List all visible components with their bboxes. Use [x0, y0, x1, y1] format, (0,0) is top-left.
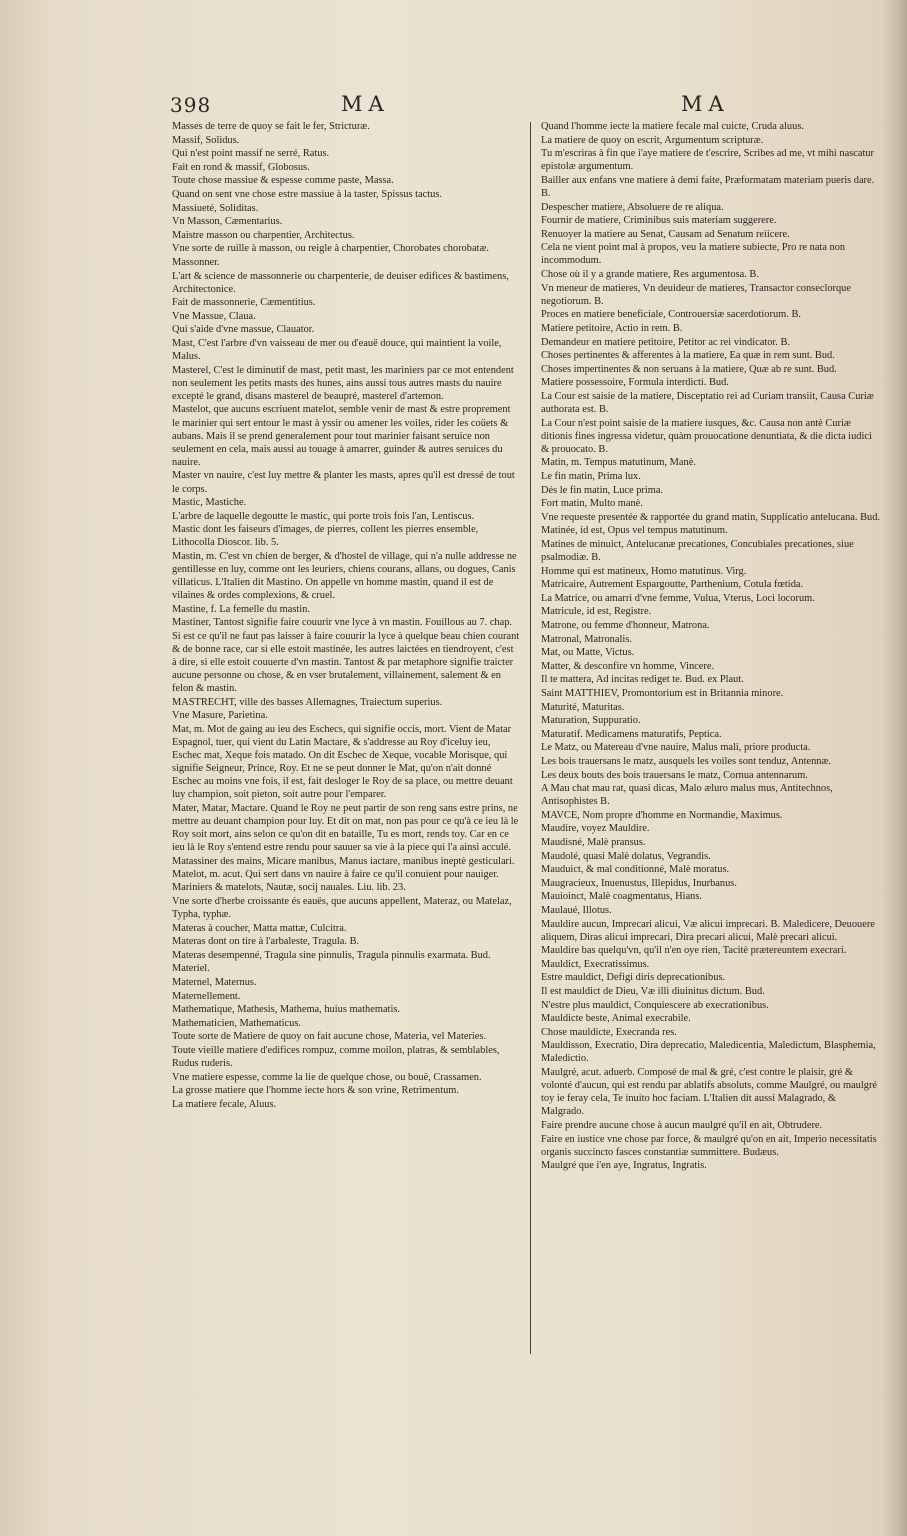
dictionary-entry: Maternellement. — [172, 990, 241, 1002]
dictionary-entry: Despescher matiere, Absoluere de re aliqua. — [541, 201, 724, 213]
dictionary-entry: Maturité, Maturitas. — [541, 701, 625, 713]
dictionary-entry: Masterel, C'est le diminutif de mast, petit mast, les mariniers par ce mot entendent non seulement les petits masts des hunes, ains aussi tous autres masts du nauire excepté le grand, disans masterel de beaupré, masterel d'artemon. — [172, 364, 517, 402]
dictionary-entry: N'estre plus mauldict, Conquiescere ab execrationibus. — [541, 999, 769, 1011]
dictionary-entry: Maugracieux, Inuenustus, Illepidus, Inurbanus. — [541, 877, 737, 889]
dictionary-entry: La Cour n'est point saisie de la matiere iusques, &c. Causa non antè Curiæ ditionis fines ingressa videtur, quàm prouocatione denuntiata, & die dicta iudici & prouocato. B. — [541, 417, 875, 455]
dictionary-entry: Mater, Matar, Mactare. Quand le Roy ne peut partir de son reng sans estre prins, ne mettre au deuant champion pour luy. Et dit on mat, non pas pour ce qu'à ce ieu là le Roy soit mort, ains selon ce qu'on dit en bataille, Tu es mort, rends toy. Car en ce ieu là le Roy s'entend estre rendu pour sauuer sa vie à la piece qui l'a ainsi acculé. — [172, 802, 521, 854]
dictionary-entry: Toute sorte de Matiere de quoy on fait aucune chose, Materia, vel Materies. — [172, 1031, 487, 1043]
dictionary-entry: Matines de minuict, Antelucanæ precationes, Concubiales precationes, siue psalmodiæ. B. — [541, 538, 857, 563]
dictionary-entry: Maturatif. Medicamens maturatifs, Peptica. — [541, 728, 722, 740]
dictionary-entry: Maulgré que i'en aye, Ingratus, Ingratis. — [541, 1160, 707, 1172]
dictionary-entry: Chose où il y a grande matiere, Res argumentosa. B. — [541, 269, 759, 281]
dictionary-entry: Renuoyer la matiere au Senat, Causam ad Senatum reiicere. — [541, 228, 790, 240]
dictionary-entry: Masses de terre de quoy se fait le fer, Stricturæ. — [172, 121, 370, 132]
dictionary-entry: Maudolé, quasi Malè dolatus, Vegrandis. — [541, 850, 711, 862]
dictionary-entry: Proces en matiere beneficiale, Controuersiæ sacerdotiorum. B. — [541, 309, 801, 321]
dictionary-entry: Tu m'escriras à fin que i'aye matiere de t'escrire, Scribes ad me, vt mihi nascatur epistolæ argumentum. — [541, 148, 877, 173]
page-fold-shadow — [881, 0, 907, 1536]
dictionary-entry: Maulaué, Illotus. — [541, 904, 612, 916]
dictionary-entry: Mauldisson, Execratio, Dira deprecatio, Maledicentia, Maledictum, Blasphemia, Maledictio. — [541, 1040, 879, 1065]
dictionary-entry: Mathematique, Mathesis, Mathema, huius mathematis. — [172, 1004, 400, 1016]
dictionary-entry: Choses pertinentes & afferentes à la matiere, Ea quæ in rem sunt. Bud. — [541, 350, 835, 362]
dictionary-entry: Vne Masure, Parietina. — [172, 710, 268, 722]
dictionary-entry: Mauioinct, Malè coagmentatus, Hians. — [541, 891, 703, 903]
dictionary-entry: Fort matin, Multo manè. — [541, 498, 643, 510]
dictionary-entry: Le fin matin, Prima lux. — [541, 470, 641, 482]
dictionary-entry: Matricaire, Autrement Espargoutte, Parthenium, Cotula fœtida. — [541, 579, 804, 591]
dictionary-entry: Maternel, Maternus. — [172, 977, 257, 988]
dictionary-entry: Mastiner, Tantost signifie faire couurir vne lyce à vn mastin. Fouillous au 7. chap. Si est ce qu'il ne faut pas laisser à faire couurir la lyce à quelque beau chien courant & de bonne race, car si elle estoit mastinée, les autres laictées en tiendroyent, c'est à dire, si elle estoit couuerte d'vn mastin. Tantost & par metaphore signifie traicter aucune personne ou chose, & en vser brutalement, villainement, salement & en felon & mastin. — [172, 617, 522, 694]
dictionary-entry: Qui n'est point massif ne serré, Ratus. — [172, 148, 330, 160]
dictionary-entry: Materiel. — [172, 963, 210, 975]
dictionary-entry: Matinée, id est, Opus vel tempus matutinum. — [541, 525, 728, 537]
dictionary-entry: Master vn nauire, c'est luy mettre & planter les masts, apres qu'il est dressé de tout le corps. — [172, 470, 518, 495]
dictionary-entry: Vne requeste presentée & rapportée du grand matin, Supplicatio antelucana. Bud. — [541, 511, 881, 523]
dictionary-entry: Quand l'homme iecte la matiere fecale mal cuicte, Cruda aluus. — [541, 121, 804, 132]
dictionary-entry: Mastin, m. C'est vn chien de berger, & d'hostel de village, qui n'a nulle addresse ne gentillesse en luy, comme ont les leuriers, chiens courans, allans, ou dogues, Canis villaticus. L'Italien dit Mastino. On appelle vn homme mastin, quand il est de vilaines & ordes complexions, & cruel. — [172, 551, 520, 602]
dictionary-entry: La matiere fecale, Aluus. — [172, 1098, 277, 1110]
dictionary-entry: Matassiner des mains, Micare manibus, Manus iactare, manibus ineptè gesticulari. — [172, 855, 515, 867]
dictionary-entry: Mastelot, que aucuns escriuent matelot, semble venir de mast & estre proprement le marinier qui sert entour le mast à yssir ou amener les voiles, rider les coüets & aubans. Mais il se prend generalement pour tout marinier faisant seruice non seulement en cela, mais aussi au touage à amarrer, guinder & autres seruices du nauire. — [172, 404, 514, 468]
dictionary-entry: Vne Massue, Claua. — [172, 310, 256, 322]
dictionary-entry: Maulgré, acut. aduerb. Composé de mal & gré, c'est contre le plaisir, gré & volonté d'aucun, qui est rendu par ablatifs absoluts, comme Maulgré, ou maulgré toy ie feray cela, Te inuito hoc faciam. L'Italien dit aussi Malagrado, & Malgrado. — [541, 1067, 880, 1118]
dictionary-entry: Mauldict, Execratissimus. — [541, 958, 650, 970]
dictionary-entry: Matiere petitoire, Actio in rem. B. — [541, 322, 683, 334]
dictionary-entry: Massiueté, Soliditas. — [172, 202, 259, 214]
dictionary-entry: Matrone, ou femme d'honneur, Matrona. — [541, 619, 710, 631]
dictionary-entry: L'art & science de massonnerie ou charpenterie, de deuiser edifices & bastimens, Architectonice. — [172, 270, 511, 295]
dictionary-entry: Les bois trauersans le matz, ausquels les voiles sont tenduz, Antennæ. — [541, 755, 832, 767]
dictionary-entry: Saint MATTHIEV, Promontorium est in Britannia minore. — [541, 687, 784, 699]
dictionary-entry: Vn Masson, Cæmentarius. — [172, 216, 283, 228]
dictionary-entry: Massonner. — [172, 256, 220, 268]
dictionary-entry: Estre mauldict, Defigi diris deprecationibus. — [541, 972, 726, 984]
dictionary-entry: Matin, m. Tempus matutinum, Manè. — [541, 457, 696, 469]
dictionary-entry: Choses impertinentes & non seruans à la matiere, Quæ ab re sunt. Bud. — [541, 363, 837, 375]
dictionary-entry: La grosse matiere que l'homme iecte hors & son vrine, Retrimentum. — [172, 1085, 459, 1097]
dictionary-entry: Vne matiere espesse, comme la lie de quelque chose, ou bouë, Crassamen. — [172, 1071, 482, 1083]
dictionary-entry: Materas desempenné, Tragula sine pinnulis, Tragula pinnulis exarmata. Bud. — [172, 949, 491, 961]
dictionary-entry: Mastic, Mastiche. — [172, 497, 247, 509]
dictionary-entry: MASTRECHT, ville des basses Allemagnes, Traiectum superius. — [172, 696, 443, 708]
dictionary-entry: Le Matz, ou Matereau d'vne nauire, Malus mali, priore producta. — [541, 742, 811, 754]
column-divider — [530, 122, 531, 1354]
dictionary-entry: Matelot, m. acut. Qui sert dans vn nauire à faire ce qu'il conuient pour nauiger. Mariniers & matelots, Nautæ, socij nauales. Liu. lib. 23. — [172, 869, 502, 894]
dictionary-entry: Il te mattera, Ad incitas rediget te. Bud. ex Plaut. — [541, 674, 744, 686]
dictionary-entry: Faire en iustice vne chose par force, & maulgré qu'on en ait, Imperio necessitatis organis succincto fasces constantiæ summittere. Budæus. — [541, 1133, 880, 1158]
dictionary-entry: Mat, ou Matte, Victus. — [541, 647, 635, 659]
left-column — [172, 120, 520, 1111]
right-running-head: MA — [681, 92, 730, 116]
dictionary-entry: Toute vieille matiere d'edifices rompuz, comme moilon, platras, & semblables, Rudus ruderis. — [172, 1044, 503, 1070]
dictionary-entry: Il est mauldict de Dieu, Væ illi diuinitus dictum. Bud. — [541, 986, 765, 997]
dictionary-entry: Matiere possessoire, Formula interdicti. Bud. — [541, 377, 729, 389]
dictionary-entry: Quand on sent vne chose estre massiue à la taster, Spissus tactus. — [172, 188, 442, 200]
dictionary-entry: Cela ne vient point mal à propos, veu la matiere subiecte, Pro re nata non incommodum. — [541, 242, 848, 267]
dictionary-entry: Mastic dont les faiseurs d'images, de pierres, collent les pierres ensemble, Lithocolla Dioscor. lib. 5. — [172, 524, 481, 549]
dictionary-entry: A Mau chat mau rat, quasi dicas, Malo æluro malus mus, Antitechnos, Antisophistes B. — [541, 783, 835, 808]
dictionary-entry: Les deux bouts des bois trauersans le matz, Cornua antennarum. — [541, 769, 808, 781]
dictionary-entry: Materas à coucher, Matta mattæ, Culcitra. — [172, 922, 347, 934]
page-number: 398 — [170, 93, 212, 117]
dictionary-entry: Qui s'aide d'vne massue, Clauator. — [172, 324, 315, 336]
dictionary-entry: Demandeur en matiere petitoire, Petitor ac rei vindicator. B. — [541, 336, 790, 348]
dictionary-entry: Massif, Solidus. — [172, 134, 240, 146]
dictionary-entry: Mathematicien, Mathematicus. — [172, 1017, 301, 1029]
dictionary-entry: Mat, m. Mot de gaing au ieu des Eschecs, qui signifie occis, mort. Vient de Matar Espagnol, tuer, qui vient du Latin Mactare, & s'addresse au Roy d'iceluy ieu, Eschec mat, Xeque fois matado. On dit Eschec de Xeque, vocable Morisque, qui signifie Seigneur, Prince, Roy. Et ne se peut donner le Mat, qu'on n'ait donné Eschec au moins vne fois, il est, fait desloger le Roy de sa place, ou mettre deuant luy champion, soit pieton, soit autre pour l'emparer. — [172, 723, 516, 801]
dictionary-entry: Fournir de matiere, Criminibus suis materiam suggerere. — [541, 215, 777, 227]
dictionary-entry: Maturation, Suppuratio. — [541, 715, 641, 727]
dictionary-entry: Bailler aux enfans vne matiere à demi faite, Præformatam materiam pueris dare. B. — [541, 174, 877, 199]
dictionary-entry: Toute chose massiue & espesse comme paste, Massa. — [172, 175, 394, 187]
dictionary-entry: Mauldicte beste, Animal execrabile. — [541, 1013, 691, 1025]
dictionary-entry: Maudisné, Malè pransus. — [541, 836, 646, 848]
dictionary-entry: Vne sorte de ruille à masson, ou reigle à charpentier, Chorobates chorobatæ. — [172, 243, 489, 255]
dictionary-entry: Fait de massonnerie, Cæmentitius. — [172, 297, 316, 309]
dictionary-entry: Mauldire aucun, Imprecari alicui, Væ alicui imprecari. B. Maledicere, Deuouere aliquem, Diras alicui imprecari, Dira precari alicui, Malè precari alicui. — [541, 918, 878, 943]
dictionary-entry: Materas dont on tire à l'arbaleste, Tragula. B. — [172, 936, 360, 948]
dictionary-entry: Vne sorte d'herbe croissante és eauës, que aucuns appellent, Materaz, ou Matelaz, Typha, typhæ. — [172, 895, 515, 921]
right-column — [541, 120, 881, 1173]
dictionary-entry: La Cour est saisie de la matiere, Disceptatio rei ad Curiam transiit, Causa Curiæ authorata est. B. — [541, 390, 877, 415]
dictionary-entry: Faire prendre aucune chose à aucun maulgré qu'il en ait, Obtrudere. — [541, 1119, 823, 1131]
dictionary-entry: Fait en rond & massif, Globosus. — [172, 161, 310, 173]
dictionary-entry: Mauldire bas quelqu'vn, qu'il n'en oye rien, Tacitè prætereuntem execrari. — [541, 945, 847, 957]
left-running-head: MA — [341, 92, 390, 116]
dictionary-entry: MAVCE, Nom propre d'homme en Normandie, Maximus. — [541, 809, 783, 821]
dictionary-entry: Mastine, f. La femelle du mastin. — [172, 603, 310, 615]
dictionary-entry: L'arbre de laquelle degoutte le mastic, qui porte trois fois l'an, Lentiscus. — [172, 510, 475, 522]
dictionary-entry: Chose mauldicte, Execranda res. — [541, 1026, 677, 1038]
dictionary-entry: Dés le fin matin, Luce prima. — [541, 484, 664, 496]
dictionary-entry: La Matrice, ou amarri d'vne femme, Vulua, Vterus, Loci locorum. — [541, 592, 815, 604]
dictionary-entry: Vn meneur de matieres, Vn deuideur de matieres, Transactor conseclorque negotiorum. B. — [541, 282, 854, 307]
dictionary-entry: Maudire, voyez Mauldire. — [541, 823, 650, 835]
dictionary-entry: Mauduict, & mal conditionné, Malè moratus. — [541, 864, 730, 876]
dictionary-entry: Matronal, Matronalis. — [541, 633, 632, 645]
dictionary-entry: Mast, C'est l'arbre d'vn vaisseau de mer ou d'eauë douce, qui maintient la voile, Malus. — [172, 338, 505, 363]
dictionary-entry: Homme qui est matineux, Homo matutinus. Virg. — [541, 565, 747, 577]
dictionary-entry: La matiere de quoy on escrit, Argumentum scripturæ. — [541, 134, 764, 146]
dictionary-entry: Maistre masson ou charpentier, Architectus. — [172, 229, 355, 241]
dictionary-entry: Matter, & desconfire vn homme, Vincere. — [541, 660, 715, 672]
dictionary-entry: Matricule, id est, Registre. — [541, 606, 652, 618]
